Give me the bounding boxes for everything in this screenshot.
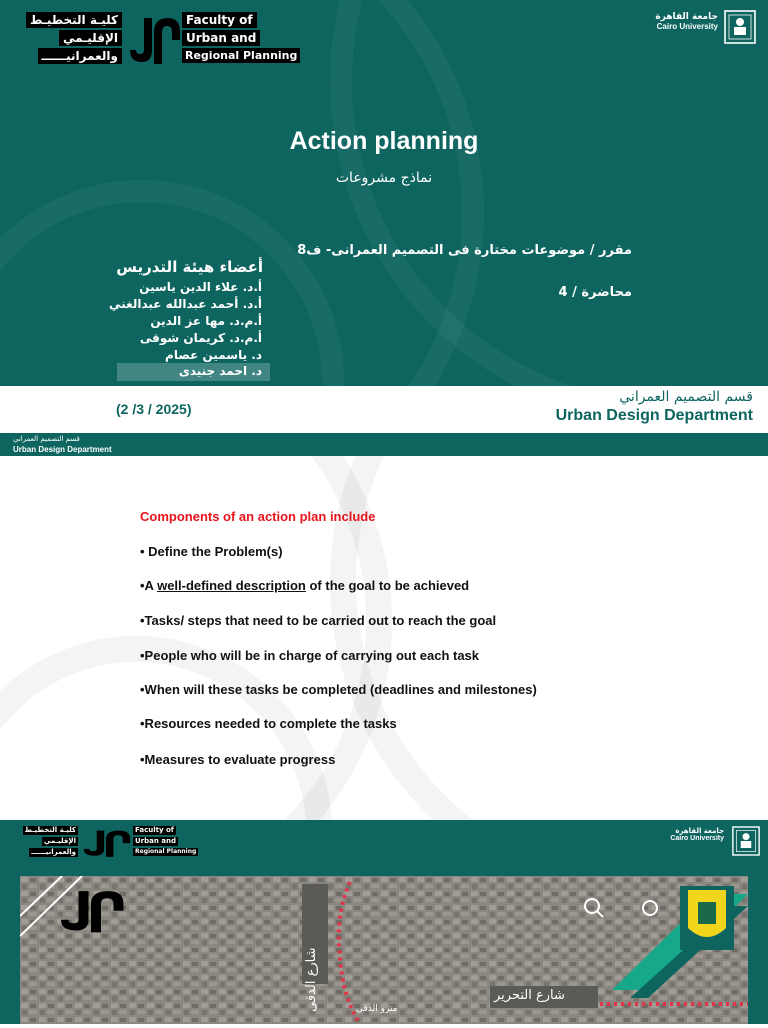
faculty-logo-en-line2: Urban and	[135, 837, 177, 845]
bullet-item: •When will these tasks be completed (deadlines and milestones)	[140, 682, 537, 697]
aerial-map	[20, 876, 748, 1024]
university-crest-icon	[732, 826, 760, 856]
faculty-logo-en-line3: Regional Planning	[182, 48, 300, 63]
goal-underlined: well-defined description	[157, 578, 306, 593]
metro-label-dokki: مترو الدقى	[356, 1004, 398, 1014]
staff-member: أ.م.د. مها عز الدين	[150, 314, 262, 328]
faculty-logo-en-line1: Faculty of	[182, 12, 257, 28]
faculty-logo-en-line3: Regional Planning	[135, 848, 197, 855]
faculty-logo-en-line1: Faculty of	[135, 826, 174, 834]
goal-prefix: •A	[140, 578, 158, 593]
department-name-en: Urban Design Department	[555, 407, 753, 424]
faculty-monogram-icon	[126, 10, 182, 66]
faculty-logo-ar-line3: والعمرانيــــــ	[38, 48, 123, 64]
bullet-item: •Resources needed to complete the tasks	[140, 716, 397, 731]
staff-member: أ.د. أحمد عبدالله عبدالغني	[109, 297, 262, 311]
bullet-item: • Define the Problem(s)	[140, 544, 283, 559]
course-name: مقرر / موضوعات مختارة فى التصميم العمرانى- ف8	[297, 243, 632, 258]
staff-member: أ.د. علاء الدين ياسين	[139, 280, 262, 294]
university-crest-icon	[724, 10, 756, 44]
staff-member: د. ياسمين عصام	[165, 348, 262, 362]
faculty-monogram-icon	[56, 884, 126, 934]
university-logo-text	[655, 12, 718, 31]
bullet-item: •Tasks/ steps that need to be carried out to reach the goal	[140, 613, 497, 628]
components-slide	[0, 456, 768, 820]
staff-member: أ.م.د. كريمان شوقى	[139, 331, 262, 345]
slide2-header-bar	[0, 433, 768, 456]
faculty-logo-english	[182, 12, 318, 64]
slide-subtitle: نماذج مشروعات	[335, 170, 433, 186]
faculty-logo-ar-line1: كليـة التخطيـط	[26, 12, 122, 28]
slide-title: Action planning	[289, 127, 479, 155]
faculty-logo-ar-line2: الإقليـمي	[43, 837, 76, 845]
faculty-logo-english-small	[133, 826, 195, 858]
department-name-ar: قسم التصميم العمراني	[619, 389, 753, 405]
faculty-logo-arabic	[14, 12, 122, 64]
street-label-tahrir: شارع التحرير	[494, 988, 565, 1003]
background-ring	[330, 456, 768, 820]
lecture-number: محاضرة / 4	[558, 285, 632, 300]
university-name-en: Cairo University	[656, 22, 718, 31]
lecture-date: (2 /3 / 2025)	[116, 401, 192, 417]
faculty-monogram-icon	[80, 826, 132, 858]
slide2-department-en: Urban Design Department	[13, 445, 112, 454]
components-heading: Components of an action plan include	[140, 509, 376, 524]
staff-member: د. احمد جنيدى	[178, 364, 262, 378]
university-name-en: Cairo University	[670, 835, 724, 842]
staff-heading: أعضاء هيئة التدريس	[116, 258, 263, 276]
bullet-item-goal	[140, 578, 469, 593]
slide2-department-ar: قسم التصميم العمراني	[13, 435, 80, 443]
faculty-logo-ar-line3: والعمرانيــــــ	[31, 848, 76, 856]
street-label-dokki: شارع الدقى	[304, 948, 319, 1013]
bullet-item: •Measures to evaluate progress	[140, 752, 336, 767]
faculty-logo-ar-line1: كليـة التخطيـط	[24, 826, 76, 834]
faculty-logo-arabic-small	[14, 826, 78, 858]
aerial-map-graphic	[20, 876, 748, 1024]
goal-suffix: of the goal to be achieved	[305, 578, 470, 593]
university-name-ar: جامعة القاهرة	[655, 12, 718, 22]
faculty-logo-en-line2: Urban and	[182, 30, 260, 46]
university-name-ar: جامعة القاهرة	[675, 827, 724, 835]
faculty-logo-ar-line2: الإقليـمي	[59, 30, 122, 46]
bullet-item: •People who will be in charge of carrying out each task	[140, 648, 480, 663]
university-logo-text-small	[670, 827, 724, 842]
